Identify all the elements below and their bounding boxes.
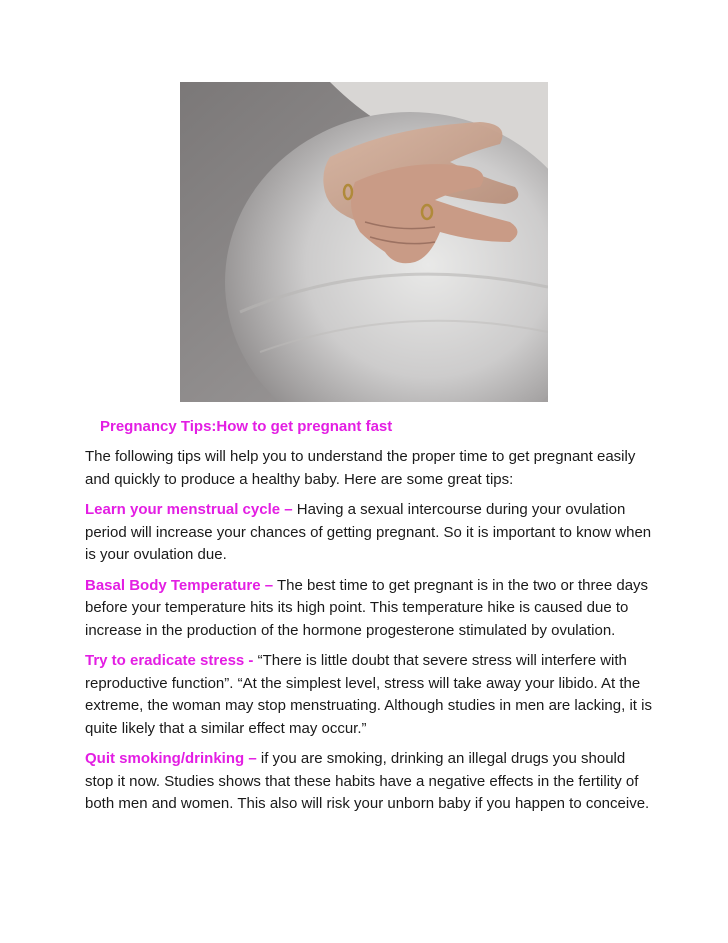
tip-text: The best time to get pregnant is in the two or three days before your temperature hits its high point. This temperature hike is caused due to increase in the production of the hormone progesterone stimulated by ovulation. (85, 576, 649, 639)
pregnant-belly-illustration (180, 82, 548, 402)
tip-text: if you are smoking, drinking an illegal drugs you should stop it now. Studies shows that these habits have a negative effects in the fertility of both men and women. This also will risk your unborn baby if you happen to conceive. (85, 750, 650, 812)
tip-basal-body-temperature (85, 575, 657, 643)
tip-title: Learn your menstrual cycle – (85, 501, 293, 518)
tip-eradicate-stress (85, 650, 657, 740)
tip-title: Quit smoking/drinking – (85, 750, 257, 767)
intro-paragraph: The following tips will help you to understand the proper time to get pregnant easily and quickly to produce a healthy baby. Here are some great tips: (85, 448, 636, 488)
page-title: Pregnancy Tips:How to get pregnant fast (100, 418, 393, 435)
tip-title: Basal Body Temperature – (85, 576, 274, 594)
article-body (85, 446, 657, 824)
tip-text: “There is little doubt that severe stress will interfere with reproductive function”. “At the simplest level, stress will take away your libido. At the extreme, the woman may stop menstruating. Although studies in men are lacking, it is quite likely that a similar effect may occur.” (85, 652, 652, 737)
pregnant-belly-photo (180, 82, 548, 402)
tip-quit-smoking (85, 748, 657, 816)
tip-text: Having a sexual intercourse during your ovulation period will increase your chances of getting pregnant. So it is important to know when is your ovulation due. (85, 501, 652, 563)
tip-menstrual-cycle (85, 499, 657, 567)
tip-title: Try to eradicate stress - (85, 652, 254, 669)
